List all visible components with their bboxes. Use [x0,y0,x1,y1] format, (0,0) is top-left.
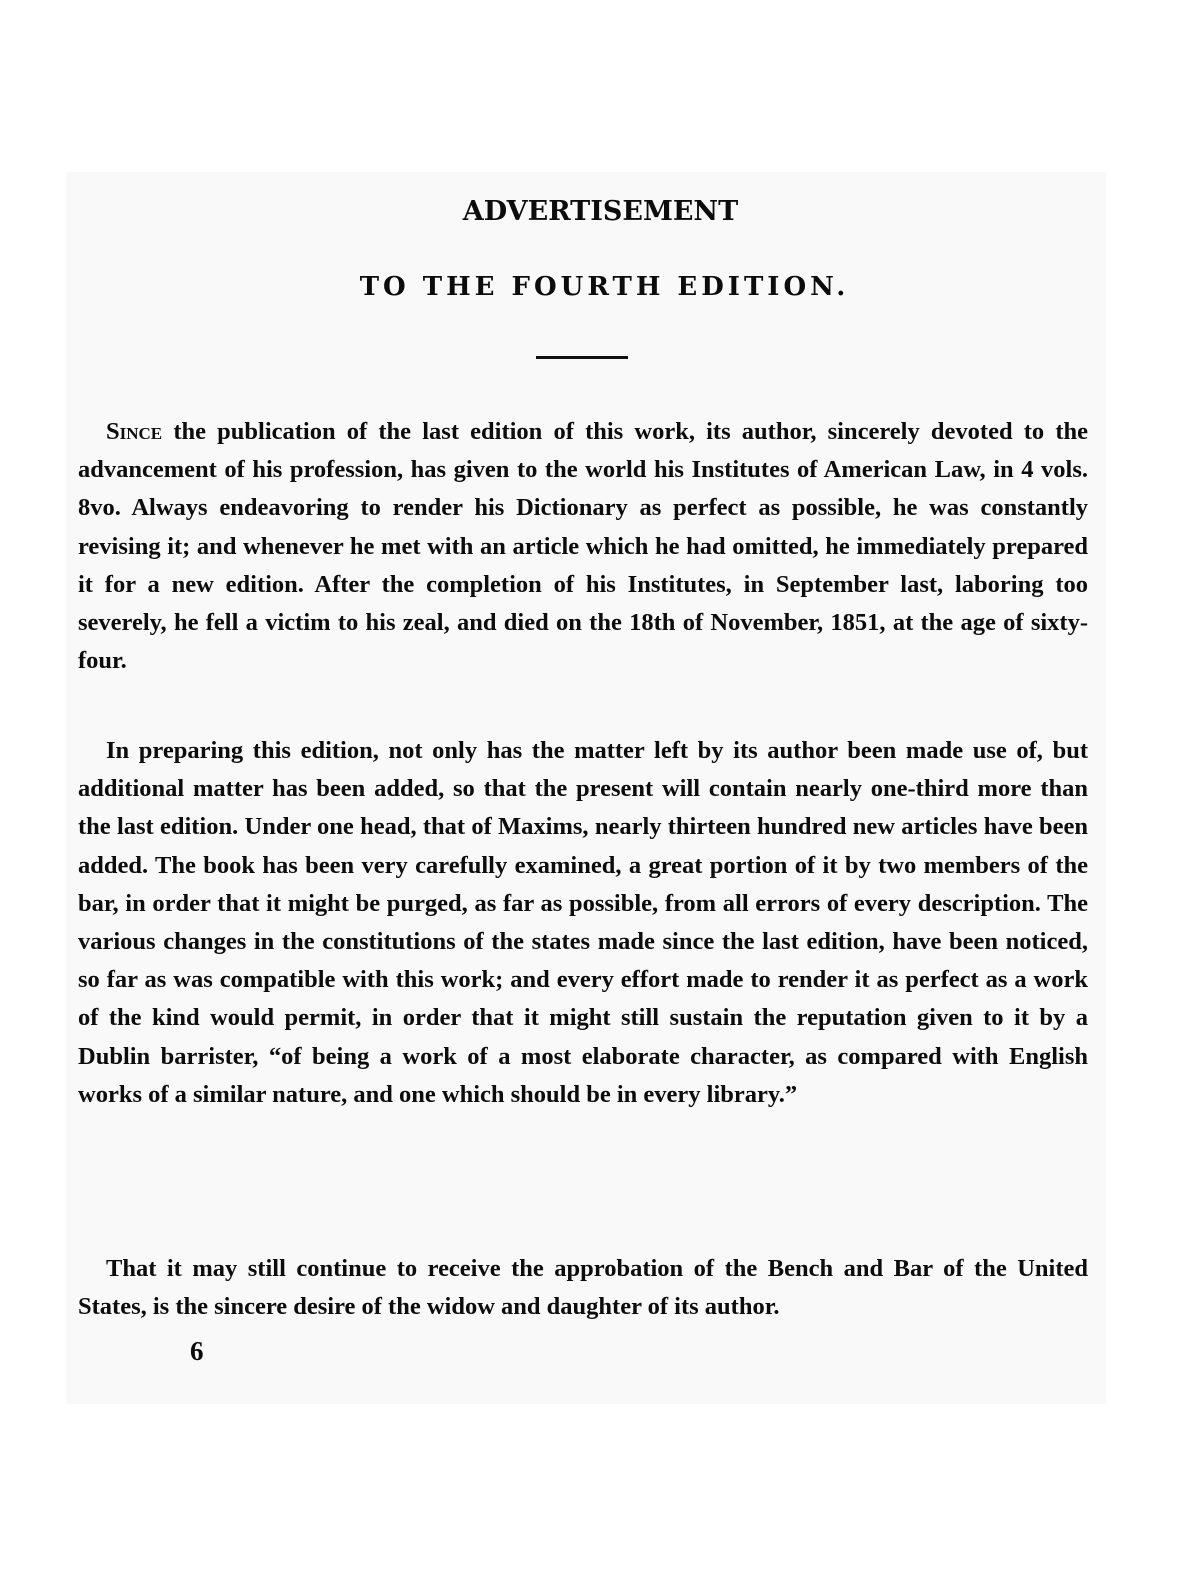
paragraph-1-lead-word: Since [106,418,163,445]
document-subtitle: TO THE FOURTH EDITION. [359,272,850,302]
section-divider [536,356,628,359]
paragraph-2: In preparing this edition, not only has the matter left by its author been made use of, but additional matter has been added, so that the present will contain nearly one-third more than the last edition. Under one head, that of Maxims, nearly thirteen hundred new articles have been added. The book has been very carefully examined, a great portion of it by two members of the bar, in order that it might be purged, as far as possible, from all errors of every description. The various changes in the constitutions of the states made since the last edition, have been noticed, so far as was compatible with this work; and every effort made to render it as perfect as a work of the kind would permit, in order that it might still sustain the reputation given to it by a Dublin barrister, “of being a work of a most elaborate character, as compared with English works of a similar nature, and one which should be in every library.” [78,737,1088,1108]
paragraph-1 [78,413,1088,680]
document-title: ADVERTISEMENT [462,196,739,227]
page-number: 6 [190,1336,204,1366]
paragraph-3: That it may still continue to receive the approbation of the Bench and Bar of the United States, is the sincere desire of the widow and daughter of its author. [78,1255,1088,1321]
paragraph-1-text: the publication of the last edition of this work, its author, sincerely devoted to the advancement of his profession, has given to the world his Institutes of American Law, in 4 vols. 8vo. Always endeavoring to render his Dictionary as perfect as possible, he was constantly revising it; and whenever he met with an article which he had omitted, he immediately prepared it for a new edition. After the completion of his Institutes, in September last, laboring too severely, he fell a victim to his zeal, and died on the 18th of November, 1851, at the age of sixty-four. [78,418,1088,675]
